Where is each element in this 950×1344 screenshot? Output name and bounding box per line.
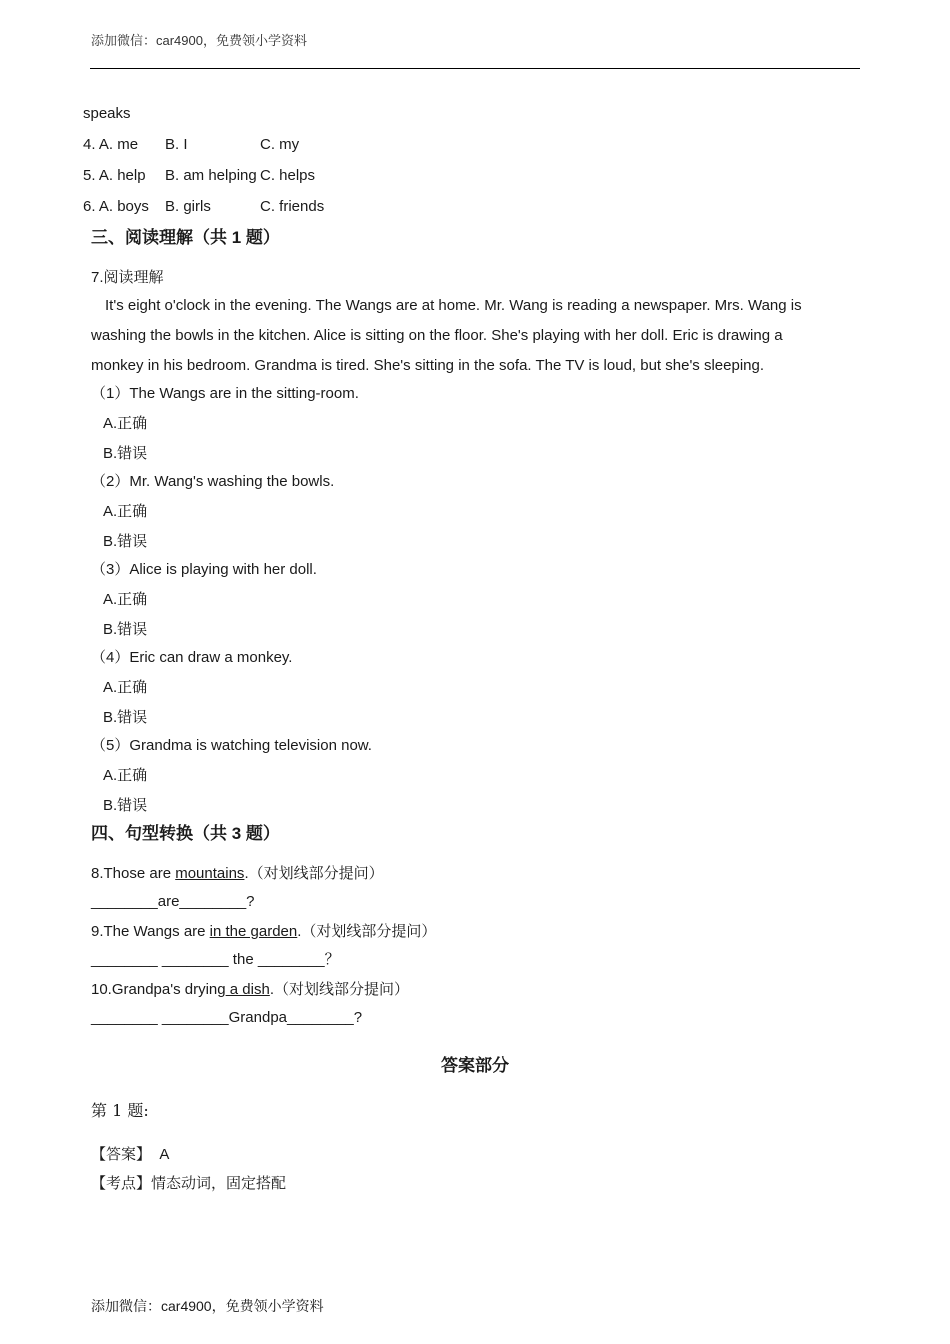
q9-line: 9.The Wangs are in the garden.（对划线部分提问） [91, 922, 437, 940]
point-line [91, 1174, 286, 1192]
q8-answer-blank: ________are________? [91, 893, 255, 910]
section4-title: 四、句型转换（共 3 题） [91, 824, 280, 843]
tf-question: （2）Mr. Wang's washing the bowls. [91, 473, 335, 490]
choice-row [83, 198, 325, 216]
underlined-phrase: mountains [175, 865, 245, 882]
underlined-phrase: a dish [225, 981, 270, 998]
answer-item-label: 第 1 题: [91, 1101, 149, 1120]
page-footer: 添加微信：car4900，免费领小学资料 [91, 1298, 324, 1314]
answer-value: A [159, 1146, 170, 1163]
passage-line: washing the bowls in the kitchen. Alice is sitting on the floor. She's playing with her doll. Eric is drawing a [91, 327, 783, 344]
choice-b: B. I [165, 136, 188, 153]
carryover-word: speaks [83, 105, 131, 122]
tf-question: （3）Alice is playing with her doll. [91, 561, 317, 578]
tf-option-a: A.正确 [103, 767, 148, 784]
tf-option-b: B.错误 [103, 797, 148, 814]
choice-a: A. help [98, 167, 146, 184]
tf-option-b: B.错误 [103, 533, 148, 550]
choice-c: C. friends [260, 198, 325, 215]
q8-line: 8.Those are mountains.（对划线部分提问） [91, 864, 384, 882]
q10-line: 10.Grandpa's drying a dish.（对划线部分提问） [91, 980, 410, 998]
tf-option-a: A.正确 [103, 679, 148, 696]
q9-answer-blank: ________ ________ the ________？ [91, 951, 340, 968]
point-value: 情态动词，固定搭配 [151, 1174, 287, 1192]
choice-num: 4. [83, 136, 96, 153]
tf-question: （5）Grandma is watching television now. [91, 737, 372, 754]
passage-line: It's eight o'clock in the evening. The Wangs are at home. Mr. Wang is reading a newspaper. Mrs. Wang is [105, 297, 802, 314]
tf-option-b: B.错误 [103, 709, 148, 726]
choice-num: 6. [83, 198, 96, 215]
choice-num: 5. [83, 167, 96, 184]
tf-option-b: B.错误 [103, 445, 148, 462]
choice-b: B. girls [165, 198, 211, 215]
underlined-phrase: in the garden [209, 923, 298, 940]
page-header: 添加微信：car4900，免费领小学资料 [91, 33, 307, 48]
q10-answer-blank: ________ ________Grandpa________? [91, 1009, 363, 1026]
tf-option-a: A.正确 [103, 415, 148, 432]
point-tag: 【考点】 [91, 1174, 152, 1192]
choice-a: A. me [98, 136, 139, 153]
tf-question: （4）Eric can draw a monkey. [91, 649, 293, 666]
section3-title: 三、阅读理解（共 1 题） [91, 228, 280, 247]
tf-option-b: B.错误 [103, 621, 148, 638]
choice-row [83, 136, 300, 154]
answer-tag: 【答案】 [91, 1145, 152, 1163]
answers-title: 答案部分 [441, 1056, 509, 1076]
choice-a: A. boys [98, 198, 149, 215]
tf-option-a: A.正确 [103, 503, 148, 520]
header-rule [90, 68, 860, 69]
q7-label: 7.阅读理解 [91, 268, 164, 286]
passage-line: monkey in his bedroom. Grandma is tired. She's sitting in the sofa. The TV is loud, but she's sleeping. [91, 357, 765, 374]
choice-row [83, 167, 316, 185]
tf-option-a: A.正确 [103, 591, 148, 608]
tf-question: （1）The Wangs are in the sitting-room. [91, 385, 359, 402]
answer-line [91, 1145, 169, 1164]
choice-c: C. helps [260, 167, 316, 184]
choice-b: B. am helping [165, 167, 257, 184]
choice-c: C. my [260, 136, 300, 153]
